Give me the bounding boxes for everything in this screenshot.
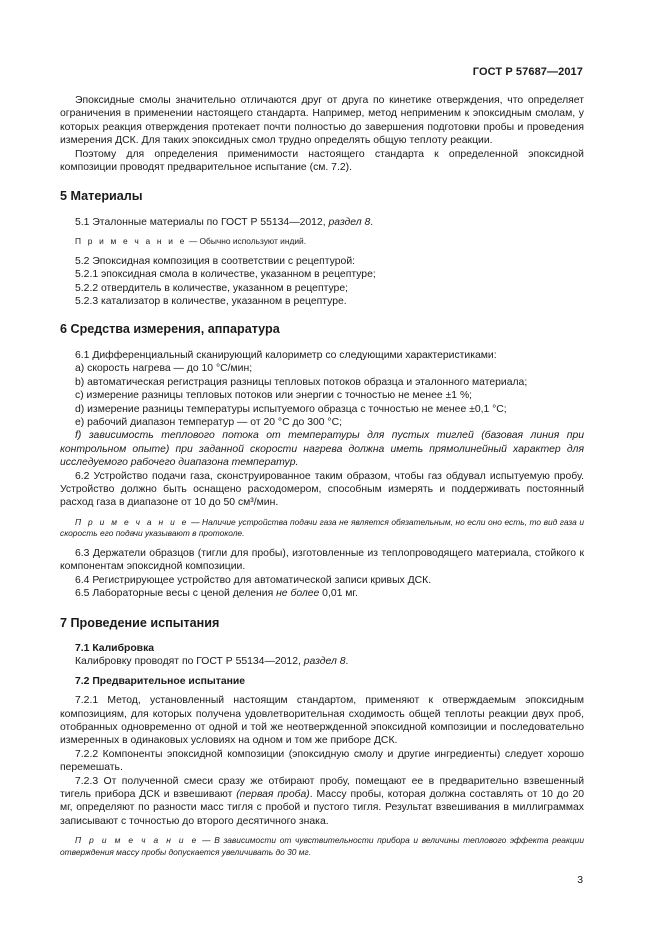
section-5-title: 5 Материалы: [60, 189, 143, 204]
clause-6-3: 6.3 Держатели образцов (тигли для пробы), изготовленные из теплопроводящего материала, стойкого к компонентам эпоксидной композиции.: [60, 547, 584, 573]
note-5-label: П р и м е ч а н и е: [75, 236, 187, 247]
clause-7-2-3: [60, 775, 584, 829]
clause-6-5: [60, 587, 584, 600]
section-6-title: 6 Средства измерения, аппаратура: [60, 322, 280, 337]
clause-5-2: 5.2 Эпоксидная композиция в соответствии с рецептурой:: [75, 255, 356, 267]
list-item-e: е) рабочий диапазон температур — от 20 °С до 300 °С;: [75, 416, 342, 428]
intro-paragraph-2: Поэтому для определения применимости настоящего стандарта к определенной эпоксидной композиции проводят предварительное испытание (см. 7.2).: [60, 148, 584, 174]
clause-7-2-2: 7.2.2 Компоненты эпоксидной композиции (эпоксидную смолу и другие ингредиенты) следует хорошо перемешать.: [60, 748, 584, 774]
note-5: [60, 236, 584, 248]
clause-7-1-end: .: [345, 656, 349, 668]
list-item-f: f) зависимость теплового потока от температуры для пустых тиглей (базовая линия при контрольном опыте) при заданной скорости нагрева должна иметь прямолинейный характер для исследуемого рабочего диапазона температур.: [60, 430, 584, 469]
clause-7-2-3-end: . Массу пробы, которая должна составлять от 10 до 20 мг, определяют по разности масс тигля с пробой и пустого тигля. Результат взвешивания в миллиграммах записывают с точностью до второго десятичного знака.: [60, 789, 585, 827]
note-6-label: П р и м е ч а н и е: [75, 516, 189, 527]
clause-6-4: 6.4 Регистрирующее устройство для автоматической записи кривых ДСК.: [75, 574, 432, 586]
clause-7-2-1: 7.2.1 Метод, установленный настоящим стандартом, применяют к отверждаемым эпоксидным композициям, для которых получена удовлетворительная сходимость общей теплоты реакции двух проб, отобранных одновременно от одной и той же неотвержденной эпоксидной композиции и последовательно измеренных в одинаковых условиях на одном и том же приборе ДСК.: [60, 695, 584, 747]
clause-6-5-emph: не более: [276, 588, 320, 600]
clause-7-1-body: Калибровку проводят по ГОСТ Р 55134—2012,: [75, 656, 304, 668]
note-6-text: — Наличие устройства подачи газа не является обязательным, но если оно есть, то вид газа и скорость его подачи указывают в протоколе.: [60, 516, 584, 539]
note-6: [60, 517, 584, 540]
clause-7-1-ref: раздел 8: [303, 656, 346, 668]
clause-6-5-end: 0,01 мг.: [319, 588, 358, 600]
section-7-title: 7 Проведение испытания: [60, 615, 220, 630]
clause-6-1: 6.1 Дифференциальный сканирующий калориметр со следующими характеристиками:: [75, 349, 497, 361]
clause-6-2: 6.2 Устройство подачи газа, сконструированное таким образом, чтобы газ обдувал испытуемую пробу. Устройство должно быть оснащено расходомером, способным измерять и поддерживать постоянный расход газа в диапазоне от 10 до 50 см³/мин.: [60, 470, 584, 509]
clause-5-1-end: .: [370, 216, 374, 228]
list-item-a: а) скорость нагрева — до 10 °С/мин;: [75, 363, 253, 375]
subsection-7-1-title: 7.1 Калибровка: [75, 642, 155, 654]
clause-5-2-1: 5.2.1 эпоксидная смола в количестве, указанном в рецептуре;: [75, 269, 376, 281]
clause-6-5-text: 6.5 Лабораторные весы с ценой деления: [75, 588, 277, 600]
clause-5-1: [60, 216, 584, 229]
intro-paragraph-1: Эпоксидные смолы значительно отличаются друг от друга по кинетике отверждения, что определяет ограничения в применении настоящего стандарта. Например, метод неприменим к эпоксидным смолам, у которых реакция отверждения протекает почти полностью до завершения подготовки пробы и проведения измерения ДСК. Для таких эпоксидных смол трудно определять общую теплоту реакции.: [60, 95, 584, 147]
subsection-7-2-title: 7.2 Предварительное испытание: [75, 675, 246, 687]
clause-5-1-text: 5.1 Эталонные материалы по ГОСТ Р 55134—2012,: [75, 216, 329, 228]
note-7: [60, 835, 584, 858]
note-7-text: — В зависимости от чувствительности прибора и величины теплового эффекта реакции отверждения массу пробы допускается увеличивать до 30 мг.: [60, 835, 585, 857]
clause-7-1-text: [60, 655, 584, 668]
page-content: [60, 94, 584, 865]
clause-5-2-2: 5.2.2 отвердитель в количестве, указанном в рецептуре;: [75, 282, 348, 294]
list-item-b: b) автоматическая регистрация разницы тепловых потоков образца и эталонного материала;: [75, 376, 528, 388]
document-id: ГОСТ Р 57687—2017: [472, 66, 583, 78]
clause-5-1-ref: раздел 8: [328, 216, 371, 228]
clause-7-2-3-text: 7.2.3 От полученной смеси сразу же отбирают пробу, помещают ее в предварительно взвешенный тигель прибора ДСК и взвешивают: [60, 775, 584, 801]
list-item-c: c) измерение разницы тепловых потоков или энергии с точностью не менее ±1 %;: [75, 390, 473, 402]
note-7-label: П р и м е ч а н и е: [75, 835, 199, 846]
list-item-d: d) измерение разницы температуры испытуемого образца с точностью не менее ±0,1 °С;: [75, 403, 507, 415]
clause-5-2-3: 5.2.3 катализатор в количестве, указанном в рецептуре.: [75, 296, 347, 308]
clause-7-2-3-emph: (первая проба): [236, 789, 310, 801]
page-number: 3: [577, 875, 583, 886]
note-5-text: — Обычно используют индий.: [186, 236, 307, 247]
